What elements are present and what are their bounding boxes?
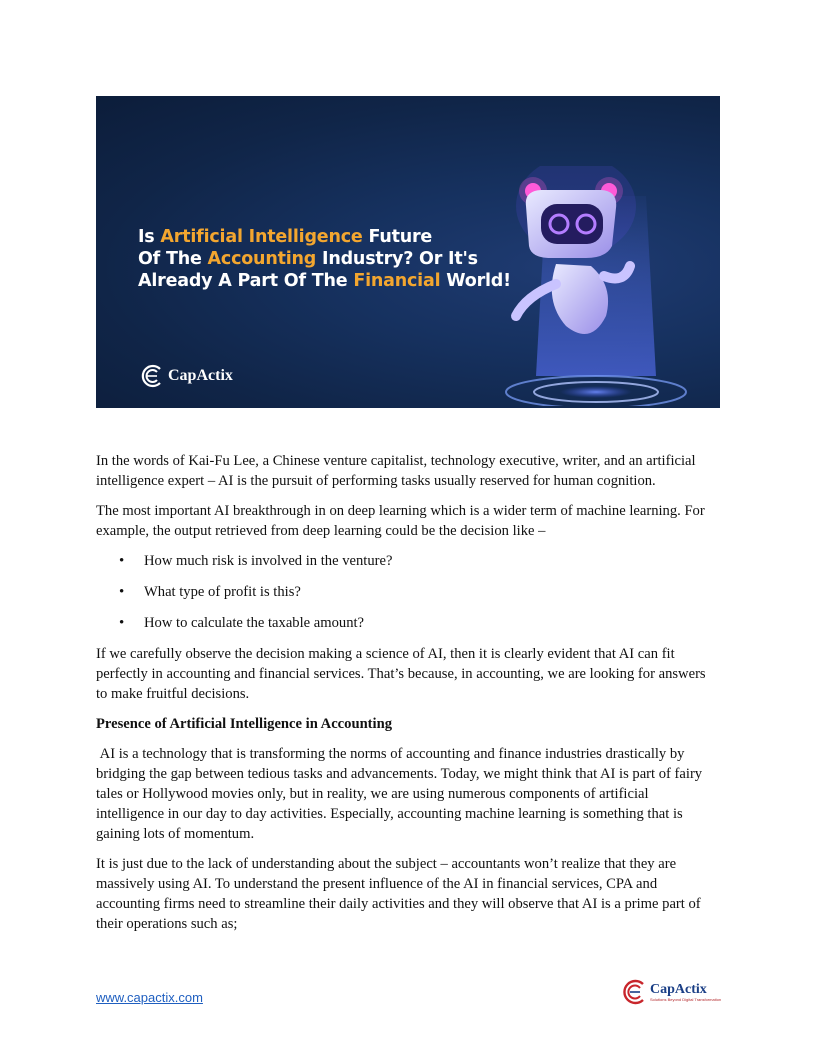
paragraph: The most important AI breakthrough in on deep learning which is a wider term of machine learning. For example, the output retrieved from deep learning could be the decision like – — [96, 503, 705, 539]
banner-logo — [140, 364, 233, 388]
banner-title-text: Industry? Or It's — [316, 249, 478, 269]
paragraph: If we carefully observe the decision making a science of AI, then it is clearly evident that AI can fit perfectly in accounting and financial services. That’s because, in accounting, we are looking for answers to make fruitful decisions. — [96, 646, 706, 702]
robot-illustration — [496, 166, 716, 406]
banner-logo-text: CapActix — [168, 367, 233, 384]
capactix-logo-icon — [140, 364, 164, 388]
list-item: • How much risk is involved in the venture? — [96, 551, 720, 571]
banner-title-text: Is — [138, 227, 161, 247]
section-heading: Presence of Artificial Intelligence in Accounting — [96, 716, 393, 732]
hero-banner-image — [96, 96, 720, 408]
banner-title-highlight: Artificial Intelligence — [160, 227, 363, 247]
banner-title — [138, 226, 558, 292]
paragraph: It is just due to the lack of understanding about the subject – accountants won’t realize that they are massively using AI. To understand the present influence of the AI in financial services, CPA and accounting firms need to streamline their daily activities and they will observe that AI is a prime part of their operations such as; — [96, 856, 701, 932]
footer-logo — [622, 977, 722, 1007]
article-body — [96, 451, 720, 944]
banner-title-highlight: Accounting — [207, 249, 317, 269]
banner-title-text: World! — [440, 271, 511, 291]
footer-logo-text: CapActix — [650, 981, 707, 997]
paragraph: In the words of Kai-Fu Lee, a Chinese venture capitalist, technology executive, writer, and an artificial intelligence expert – AI is the pursuit of performing tasks usually reserved for human cognition. — [96, 453, 696, 489]
capactix-logo-icon — [622, 979, 648, 1005]
banner-title-text: Future — [362, 227, 433, 247]
decision-list — [96, 551, 720, 633]
list-item: • How to calculate the taxable amount? — [96, 613, 720, 633]
list-item: • What type of profit is this? — [96, 582, 720, 602]
website-link[interactable]: www.capactix.com — [96, 990, 203, 1005]
paragraph: AI is a technology that is transforming the norms of accounting and finance industries drastically by bridging the gap between tedious tasks and advancements. Today, we might think that AI is part of fairy tales or Hollywood movies only, but in reality, we are using numerous components of artificial intelligence in our day to day activities. Especially, accounting machine learning is something that is gaining lots of momentum. — [96, 746, 706, 842]
footer-logo-tagline: Solutions Beyond Digital Transformation — [650, 996, 722, 1002]
banner-title-text: Of The — [138, 249, 208, 269]
banner-title-text: Already A Part Of The — [138, 271, 354, 291]
banner-title-highlight: Financial — [353, 271, 441, 291]
